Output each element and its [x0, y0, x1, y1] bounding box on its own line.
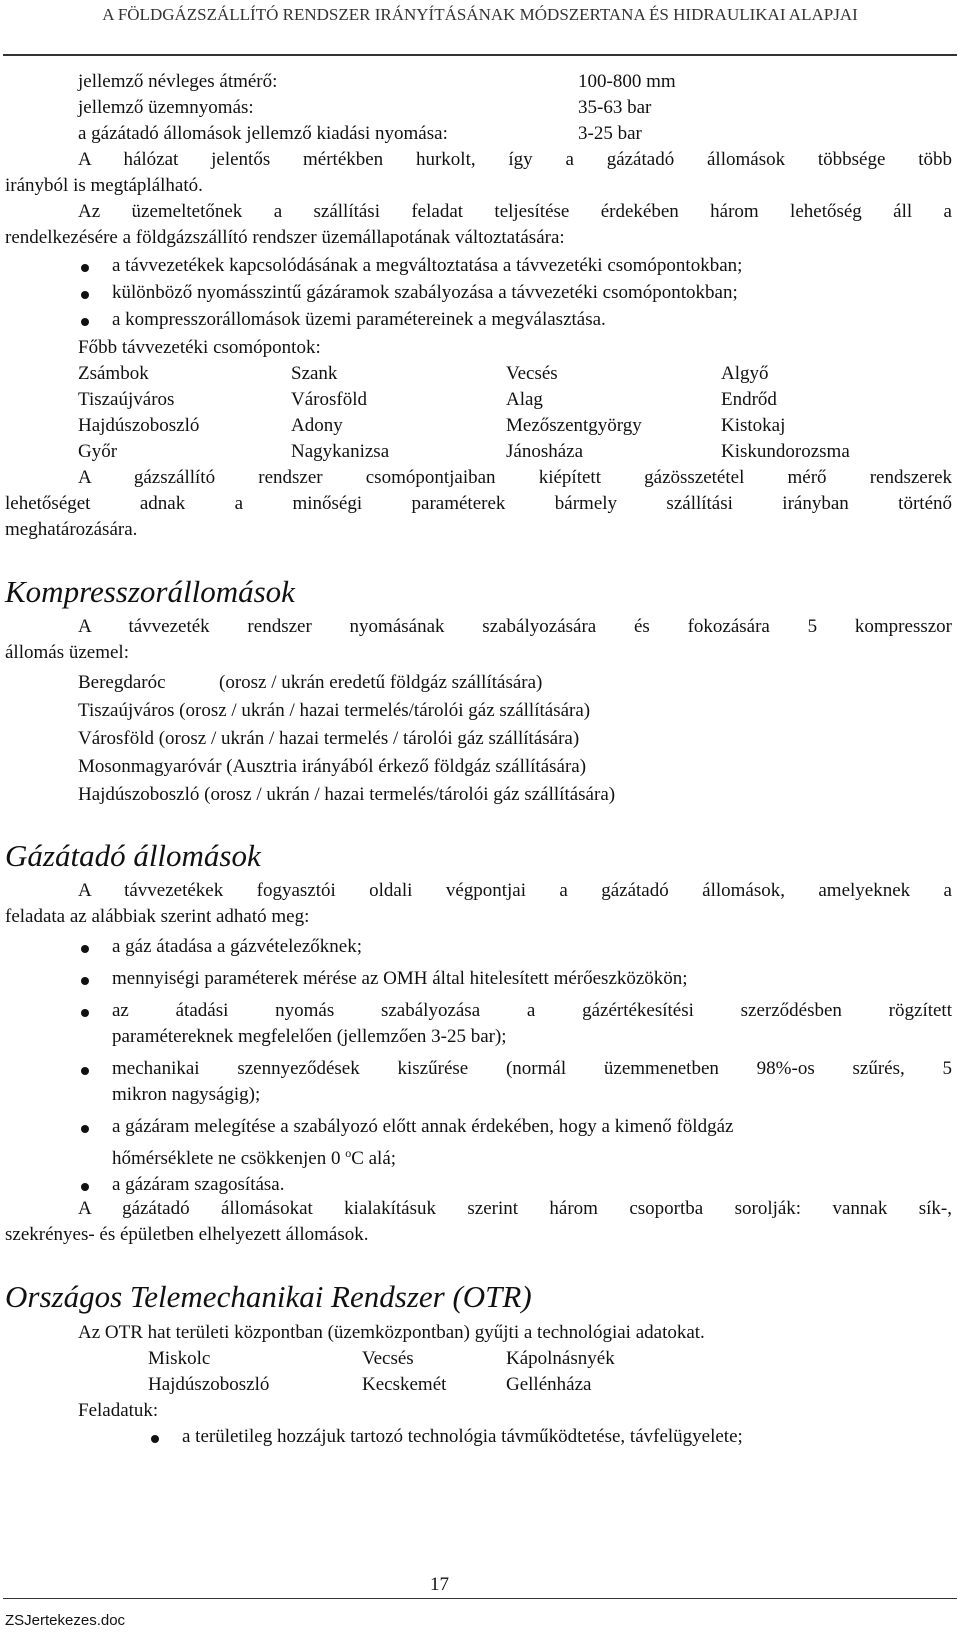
section-heading: Országos Telemechanikai Rendszer (OTR): [5, 1279, 532, 1314]
table-cell: Algyő: [721, 363, 769, 384]
list-item: a területileg hozzájuk tartozó technológia távműködtetése, távfelügyelete;: [182, 1426, 743, 1447]
bullet-icon: [81, 1009, 89, 1017]
table-cell: Kiskundorozsma: [721, 441, 850, 462]
paragraph-line: irányból is megtáplálható.: [5, 175, 203, 196]
list-item-continuation: paramétereknek megfelelően (jellemzően 3-25 bar);: [112, 1026, 507, 1047]
table-cell: Endrőd: [721, 389, 777, 410]
paragraph-line: szekrényes- és épületben elhelyezett állomások.: [5, 1224, 369, 1245]
list-item: a gázáram melegítése a szabályozó előtt annak érdekében, hogy a kimenő földgáz: [112, 1116, 734, 1137]
paragraph-line: állomás üzemel:: [5, 642, 129, 663]
table-cell: Vecsés: [506, 363, 558, 384]
bullet-icon: [81, 318, 89, 326]
list-item: a távvezetékek kapcsolódásának a megváltoztatása a távvezetéki csomópontokban;: [112, 255, 743, 276]
table-cell: Mezőszentgyörgy: [506, 415, 642, 436]
station-name: Hajdúszoboszló: [78, 784, 200, 805]
paragraph-line: feladata az alábbiak szerint adható meg:: [5, 906, 310, 927]
running-header: A FÖLDGÁZSZÁLLÍTÓ RENDSZER IRÁNYÍTÁSÁNAK MÓDSZERTANA ÉS HIDRAULIKAI ALAPJAI: [102, 5, 858, 24]
station-desc: (Ausztria irányából érkező földgáz szállítására): [226, 756, 587, 777]
footer-filename: ZSJertekezes.doc: [5, 1612, 126, 1629]
table-cell: Városföld: [291, 389, 367, 410]
paragraph-line: Az OTR hat területi központban (üzemközpontban) gyűjti a technológiai adatokat.: [78, 1322, 705, 1343]
station-line: [78, 698, 590, 724]
table-cell: Hajdúszoboszló: [78, 415, 200, 436]
station-name: Mosonmagyaróvár: [78, 756, 222, 777]
bullet-icon: [81, 945, 89, 953]
paragraph-line: A távvezetékek fogyasztói oldali végpontjai a gázátadó állomások, amelyeknek a: [78, 880, 952, 901]
list-item-text: hőmérséklete ne csökkenjen 0: [112, 1148, 346, 1169]
station-desc: (orosz / ukrán / hazai termelés/tárolói gáz szállítására): [204, 784, 616, 805]
station-desc: (orosz / ukrán / hazai termelés/tárolói gáz szállítására): [179, 700, 591, 721]
list-item: a kompresszorállomások üzemi paramétereinek a megválasztása.: [112, 309, 606, 330]
list-item-continuation: [112, 1140, 396, 1172]
table-cell: Jánosháza: [506, 441, 584, 462]
section-heading: Gázátadó állomások: [5, 838, 261, 873]
spec-label: jellemző névleges átmérő:: [78, 71, 278, 92]
bullet-icon: [81, 1183, 89, 1191]
table-cell: Gellénháza: [506, 1374, 592, 1395]
table-cell: Győr: [78, 441, 118, 462]
list-item: az átadási nyomás szabályozása a gázértékesítési szerződésben rögzített: [112, 1000, 952, 1021]
station-line: [78, 754, 586, 780]
paragraph-line: A hálózat jelentős mértékben hurkolt, így a gázátadó állomások többsége több: [78, 149, 952, 170]
station-line: [78, 782, 615, 808]
bullet-icon: [81, 1067, 89, 1075]
table-cell: Hajdúszoboszló: [148, 1374, 270, 1395]
list-item: a gáz átadása a gázvételezőknek;: [112, 936, 363, 957]
list-item: mennyiségi paraméterek mérése az OMH által hitelesített mérőeszközökön;: [112, 968, 688, 989]
table-cell: Adony: [291, 415, 343, 436]
nodes-title: Főbb távvezetéki csomópontok:: [78, 337, 321, 358]
station-name: Tiszaújváros: [78, 700, 175, 721]
header-rule: [3, 54, 957, 56]
paragraph-line: A gázátadó állomásokat kialakításuk szerint három csoportba sorolják: vannak sík-,: [78, 1198, 952, 1219]
table-cell: Zsámbok: [78, 363, 149, 384]
spec-label: jellemző üzemnyomás:: [78, 97, 254, 118]
bullet-icon: [81, 264, 89, 272]
paragraph-line: lehetőséget adnak a minőségi paraméterek bármely szállítási irányban történő: [5, 493, 952, 514]
table-cell: Tiszaújváros: [78, 389, 175, 410]
table-cell: Kecskemét: [362, 1374, 447, 1395]
station-name: Beregdaróc: [78, 672, 166, 693]
footer-rule: [3, 1598, 957, 1599]
table-cell: Miskolc: [148, 1348, 211, 1369]
list-item: mechanikai szennyeződések kiszűrése (normál üzemmenetben 98%-os szűrés, 5: [112, 1058, 952, 1079]
station-line: [78, 726, 579, 752]
paragraph-line: meghatározására.: [5, 519, 138, 540]
degree-superscript: o: [345, 1146, 352, 1160]
page-number: 17: [430, 1574, 449, 1595]
spec-value: 3-25 bar: [578, 123, 642, 144]
spec-value: 100-800 mm: [578, 71, 676, 92]
table-cell: Alag: [506, 389, 543, 410]
bullet-icon: [81, 1125, 89, 1133]
station-desc: (orosz / ukrán / hazai termelés / tárolói gáz szállítására): [158, 728, 580, 749]
table-cell: Kistokaj: [721, 415, 786, 436]
table-cell: Vecsés: [362, 1348, 414, 1369]
list-item-continuation: mikron nagyságig);: [112, 1084, 261, 1105]
paragraph-line: Az üzemeltetőnek a szállítási feladat teljesítése érdekében három lehetőség áll a: [78, 201, 952, 222]
paragraph-line: A gázszállító rendszer csomópontjaiban kiépített gázösszetétel mérő rendszerek: [78, 467, 952, 488]
station-desc: (orosz / ukrán eredetű földgáz szállítására): [219, 672, 543, 693]
bullet-icon: [81, 291, 89, 299]
tasks-title: Feladatuk:: [78, 1400, 159, 1421]
list-item-text: C alá;: [351, 1148, 397, 1169]
station-name: Városföld: [78, 728, 154, 749]
spec-value: 35-63 bar: [578, 97, 652, 118]
table-cell: Kápolnásnyék: [506, 1348, 615, 1369]
section-heading: Kompresszorállomások: [5, 574, 295, 609]
spec-label: a gázátadó állomások jellemző kiadási nyomása:: [78, 123, 448, 144]
list-item: a gázáram szagosítása.: [112, 1174, 285, 1195]
bullet-icon: [81, 977, 89, 985]
table-cell: Szank: [291, 363, 338, 384]
paragraph-line: A távvezeték rendszer nyomásának szabályozására és fokozására 5 kompresszor: [78, 616, 952, 637]
bullet-icon: [151, 1435, 159, 1443]
list-item: különböző nyomásszintű gázáramok szabályozása a távvezetéki csomópontokban;: [112, 282, 738, 303]
paragraph-line: rendelkezésére a földgázszállító rendszer üzemállapotának változtatására:: [5, 227, 565, 248]
table-cell: Nagykanizsa: [291, 441, 390, 462]
